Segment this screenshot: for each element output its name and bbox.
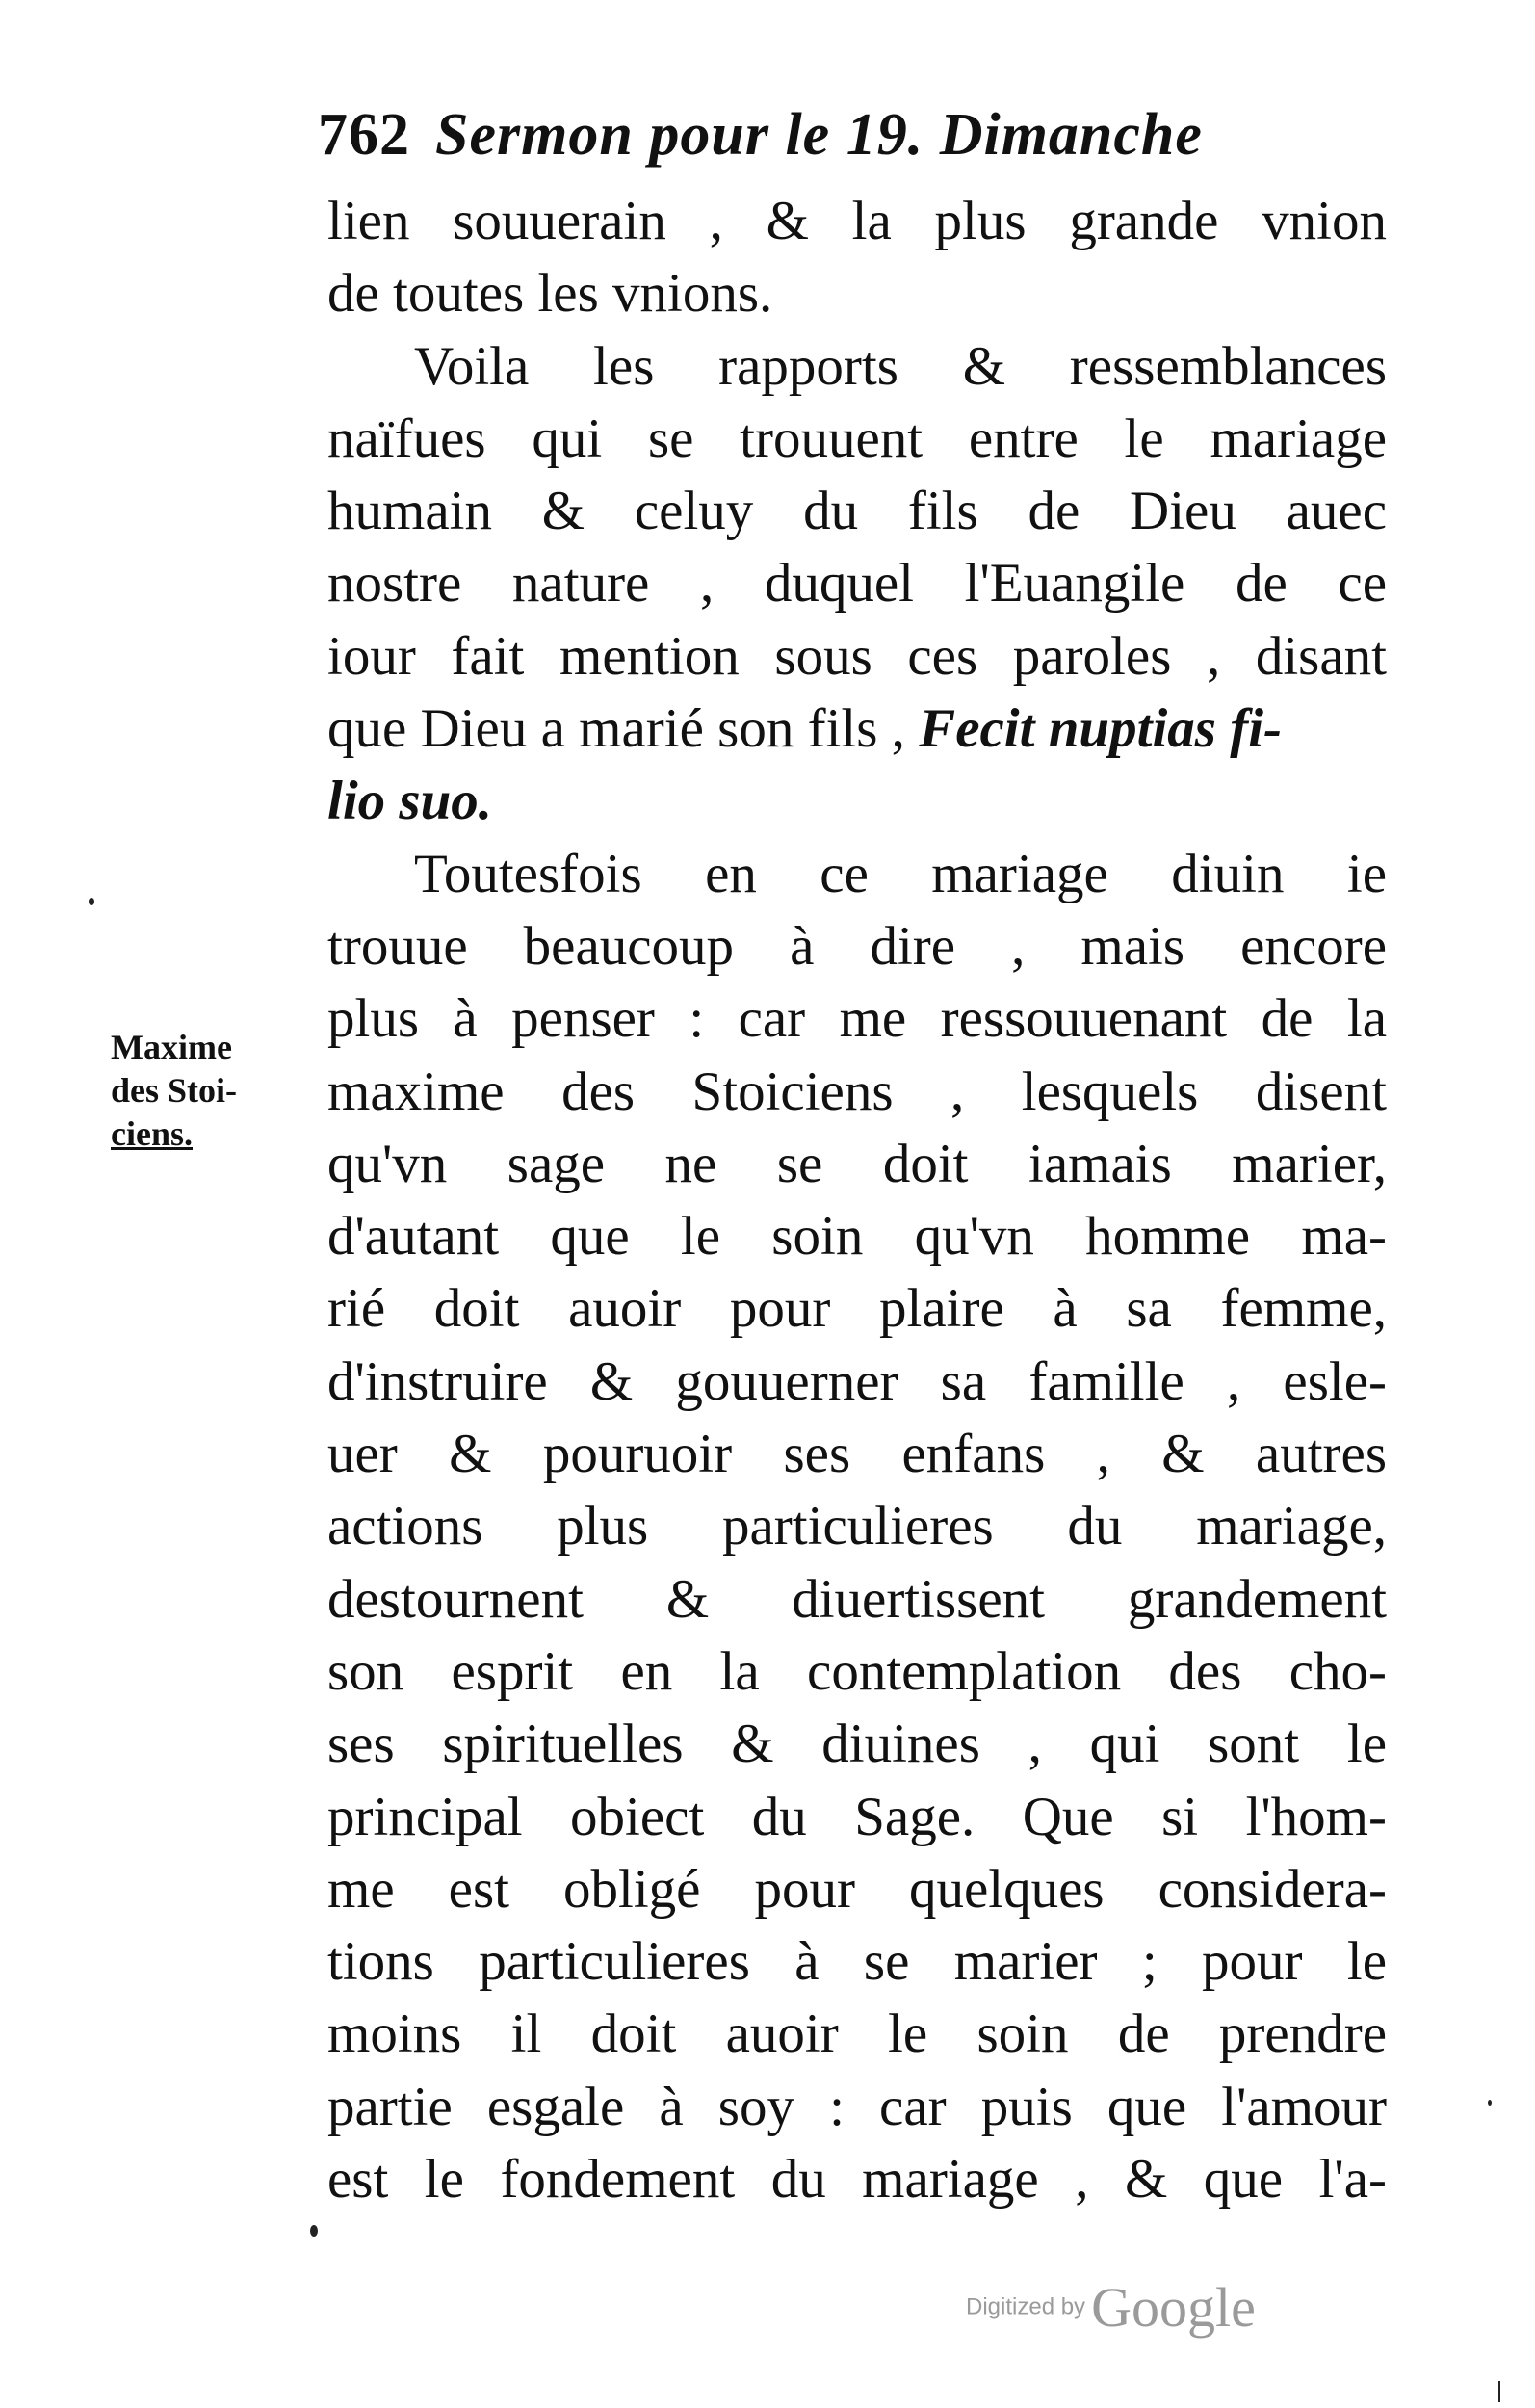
text-line-part: que Dieu a marié son fils , bbox=[327, 698, 905, 760]
text-line: nostre nature , duquel l'Euangile de ce bbox=[327, 553, 1387, 615]
text-line: rié doit auoir pour plaire à sa femme, bbox=[327, 1278, 1387, 1340]
text-line: maxime des Stoiciens , lesquels disent bbox=[327, 1060, 1387, 1122]
margin-note-line: ciens. bbox=[111, 1114, 193, 1153]
digitized-watermark bbox=[966, 2275, 1256, 2340]
text-line: d'instruire & gouuerner sa famille , esle- bbox=[327, 1350, 1387, 1412]
text-line: son esprit en la contemplation des cho- bbox=[327, 1640, 1387, 1702]
text-line: actions plus particulieres du mariage, bbox=[327, 1496, 1387, 1557]
text-line: partie esgale à soy : car puis que l'amour bbox=[327, 2076, 1387, 2137]
google-logo: Google bbox=[1091, 2276, 1256, 2339]
text-line: principal obiect du Sage. Que si l'hom- bbox=[327, 1786, 1387, 1847]
margin-note bbox=[111, 1026, 294, 1156]
text-line bbox=[327, 693, 1387, 765]
text-line: d'autant que le soin qu'vn homme ma- bbox=[327, 1206, 1387, 1268]
running-title: Sermon pour le 19. Dimanche bbox=[435, 102, 1203, 168]
scan-speck bbox=[1488, 2100, 1492, 2106]
margin-note-line: des Stoi- bbox=[111, 1071, 238, 1110]
text-line: moins il doit auoir le soin de prendre bbox=[327, 2003, 1387, 2065]
text-line: me est obligé pour quelques considera- bbox=[327, 1858, 1387, 1920]
running-header bbox=[318, 96, 1281, 173]
scan-speck bbox=[310, 2225, 318, 2237]
text-line: lio suo. bbox=[327, 771, 493, 832]
text-line: lien souuerain , & la plus grande vnion bbox=[327, 191, 1387, 251]
margin-note-line: Maxime bbox=[111, 1028, 232, 1066]
text-line: iour fait mention sous ces paroles , disant bbox=[327, 625, 1387, 687]
latin-quote: Fecit nuptias fi- bbox=[919, 698, 1283, 760]
text-line: trouue beaucoup à dire , mais encore bbox=[327, 915, 1387, 977]
scan-speck bbox=[89, 898, 94, 905]
text-line: naïfues qui se trouuent entre le mariage bbox=[327, 407, 1387, 469]
text-line: ses spirituelles & diuines , qui sont le bbox=[327, 1714, 1387, 1775]
text-line: Voila les rapports & ressemblances bbox=[414, 335, 1387, 397]
text-line: est le fondement du mariage , & que l'a- bbox=[327, 2149, 1387, 2211]
text-line: Toutesfois en ce mariage diuin ie bbox=[414, 843, 1387, 904]
text-line: plus à penser : car me ressouuenant de la bbox=[327, 988, 1387, 1050]
text-line: uer & pouruoir ses enfans , & autres bbox=[327, 1424, 1387, 1485]
scan-speck bbox=[1498, 2381, 1500, 2402]
text-line: destournent & diuertissent grandement bbox=[327, 1568, 1387, 1630]
text-line: humain & celuy du fils de Dieu auec bbox=[327, 481, 1387, 542]
body-text bbox=[327, 185, 1387, 2215]
page-number: 762 bbox=[318, 102, 410, 168]
text-line: tions particulieres à se marier ; pour le bbox=[327, 1931, 1387, 1993]
text-line: de toutes les vnions. bbox=[327, 263, 773, 325]
watermark-prefix: Digitized by bbox=[966, 2293, 1086, 2320]
text-line: qu'vn sage ne se doit iamais marier, bbox=[327, 1133, 1387, 1194]
